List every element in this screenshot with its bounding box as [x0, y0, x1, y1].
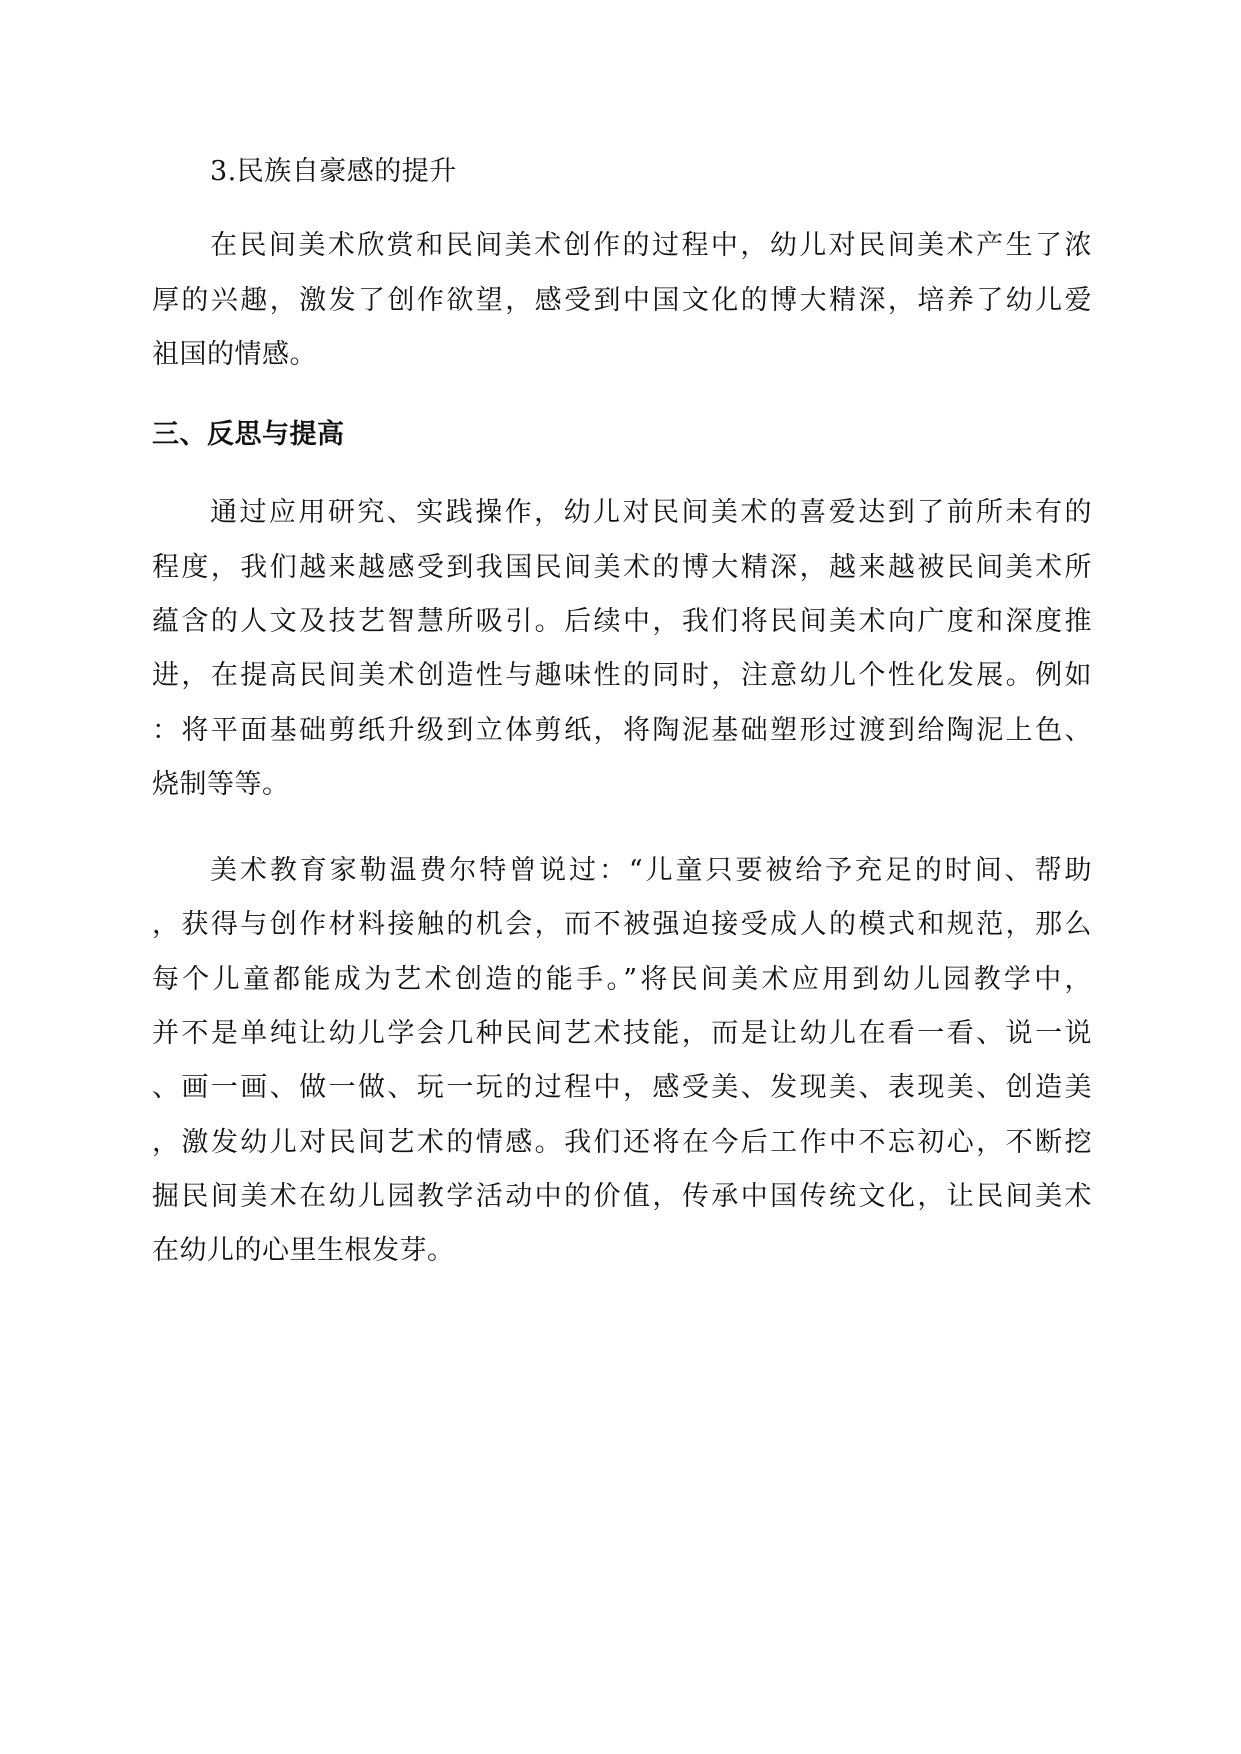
paragraph-line: 掘民间美术在幼儿园教学活动中的价值，传承中国传统文化，让民间美术 — [152, 1181, 1092, 1212]
section-heading: 三、反思与提高 — [152, 419, 345, 450]
paragraph-line: 并不是单纯让幼儿学会几种民间艺术技能，而是让幼儿在看一看、说一说 — [152, 1018, 1092, 1049]
paragraph-line: ，获得与创作材料接触的机会，而不被强迫接受成人的模式和规范，那么 — [152, 909, 1092, 940]
paragraph-line: 在民间美术欣赏和民间美术创作的过程中，幼儿对民间美术产生了浓 — [210, 230, 1092, 261]
paragraph-line: 进，在提高民间美术创造性与趣味性的同时，注意幼儿个性化发展。例如 — [152, 660, 1092, 691]
paragraph-line: ，激发幼儿对民间艺术的情感。我们还将在今后工作中不忘初心，不断挖 — [152, 1127, 1092, 1158]
paragraph-line: ：将平面基础剪纸升级到立体剪纸，将陶泥基础塑形过渡到给陶泥上色、 — [152, 715, 1092, 746]
paragraph-line: 、画一画、做一做、玩一玩的过程中，感受美、发现美、表现美、创造美 — [152, 1072, 1092, 1103]
paragraph-line: 厚的兴趣，激发了创作欲望，感受到中国文化的博大精深，培养了幼儿爱 — [152, 285, 1092, 316]
paragraph-line: 每个儿童都能成为艺术创造的能手。”将民间美术应用到幼儿园教学中， — [152, 964, 1092, 995]
paragraph-line: 在幼儿的心里生根发芽。 — [152, 1235, 455, 1266]
paragraph-line: 美术教育家勒温费尔特曾说过：“儿童只要被给予充足的时间、帮助 — [210, 855, 1092, 886]
section-title: 3.民族自豪感的提升 — [210, 156, 457, 187]
paragraph-line: 祖国的情感。 — [152, 339, 317, 370]
paragraph-line: 蕴含的人文及技艺智慧所吸引。后续中，我们将民间美术向广度和深度推 — [152, 606, 1092, 637]
paragraph-line: 程度，我们越来越感受到我国民间美术的博大精深，越来越被民间美术所 — [152, 552, 1092, 583]
paragraph-line: 通过应用研究、实践操作，幼儿对民间美术的喜爱达到了前所未有的 — [210, 497, 1092, 528]
paragraph-line: 烧制等等。 — [152, 769, 290, 800]
